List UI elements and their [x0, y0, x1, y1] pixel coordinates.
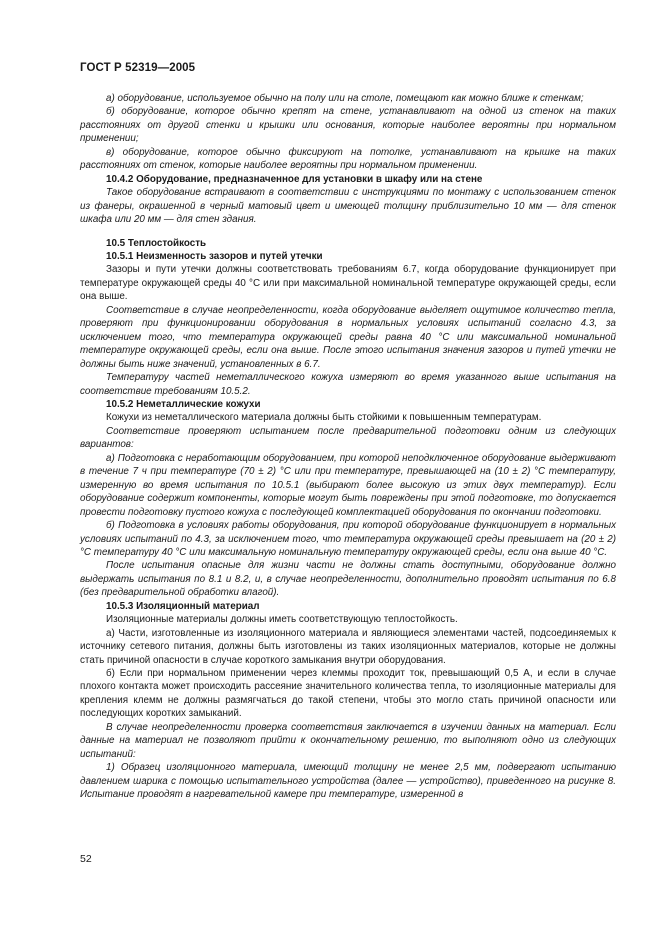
- body-paragraph: После испытания опасные для жизни части не должны стать доступными, оборудование должно выдержать испытания по 8.1 и 8.2, и, в случае неопределенности, дополнительно проводят испытания по 6.8 (без предварительной обработки влагой).: [80, 560, 616, 599]
- body-paragraph: б) оборудование, которое обычно крепят на стене, устанавливают на одной из стенок на таких расстояниях от другой стенки и крышки или основания, которые наиболее вероятны при нормальном применении;: [80, 106, 616, 145]
- body-paragraph: Изоляционные материалы должны иметь соответствующую теплостойкость.: [106, 614, 458, 626]
- section-heading: 10.5.3 Изоляционный материал: [106, 600, 260, 612]
- body-paragraph: Соответствие в случае неопределенности, когда оборудование выделяет ощутимое количество тепла, проверяют при функционировании оборудования в нормальных условиях испытаний согласно 4.3, за исключением того, что температура окружающей среды равна 40 °С или максимальной номинальной температуре окружающей среды, если она выше. После этого испытания значения зазоров и путей утечки не должны быть ниже значений, установленных в 6.7.: [80, 304, 616, 370]
- body-paragraph: 1) Образец изоляционного материала, имеющий толщину не менее 2,5 мм, подвергают испытанию давлением шарика с помощью испытательного устройства (далее — устройство), приведенного на рисунке 8. Испытание проводят в нагревательной камере при температуре, измеренной в: [80, 762, 616, 801]
- body-paragraph: Температуру частей неметаллического кожуха измеряют во время указанного выше испытания на соответствие требованиям 10.5.2.: [80, 372, 616, 397]
- body-paragraph: Соответствие проверяют испытанием после предварительной подготовки одним из следующих вариантов:: [80, 425, 616, 451]
- document-body: [80, 92, 616, 802]
- section-heading: 10.5.1 Неизменность зазоров и путей утечки: [106, 250, 323, 262]
- section-heading: 10.5.2 Неметаллические кожухи: [106, 398, 261, 410]
- body-paragraph: а) Подготовка с неработающим оборудованием, при которой неподключенное оборудование выдерживают в течение 7 ч при температуре (70 ± 2) °С или при температуре, превышающей на (10 ± 2) °С температуру, измеренную во время испытания по 10.5.1 (выбирают более высокую из этих двух температур). Если оборудование содержит компоненты, которые могут быть повреждены при этой подготовке, то допускается провести подготовку пустого кожуха с последующей комплектацией оборудования по окончании подготовки.: [80, 452, 616, 518]
- body-paragraph: в) оборудование, которое обычно фиксируют на потолке, устанавливают на крышке на таких расстояниях от стенок, которые наиболее вероятны при нормальном применении.: [80, 146, 616, 172]
- body-paragraph: а) оборудование, используемое обычно на полу или на столе, помещают как можно ближе к стенкам;: [106, 93, 584, 104]
- body-paragraph: б) Подготовка в условиях работы оборудования, при которой оборудование функционирует в нормальных условиях испытаний по 4.3, за исключением того, что температура окружающей среды превышает на (20 ± 2) °С температуру 40 °С или максимальную номинальную температуру окружающей среды, если она выше 40 °С.: [80, 520, 616, 558]
- document-header: ГОСТ Р 52319—2005: [80, 62, 196, 74]
- body-paragraph: В случае неопределенности проверка соответствия заключается в изучении данных на материал. Если данные на материал не позволяют прийти к окончательному решению, то выполняют одно из следующих испытаний:: [80, 721, 616, 760]
- section-heading: 10.5 Теплостойкость: [106, 237, 207, 249]
- page-number: 52: [80, 853, 92, 865]
- body-paragraph: Зазоры и пути утечки должны соответствовать требованиям 6.7, когда оборудование функционирует при температуре окружающей среды 40 °С или при максимальной номинальной температуре окружающей среды, если она выше.: [80, 264, 616, 303]
- body-paragraph: Кожухи из неметаллического материала должны быть стойкими к повышенным температурам.: [106, 412, 542, 424]
- body-paragraph: Такое оборудование встраивают в соответствии с инструкциями по монтажу с использованием стенок из фанеры, окрашенной в черный матовый цвет и имеющей толщину приблизительно 10 мм — для стенок шкафа или 20 мм — для стен здания.: [80, 187, 616, 226]
- body-paragraph: а) Части, изготовленные из изоляционного материала и являющиеся элементами частей, подсоединяемых к источнику сетевого питания, должны быть изготовлены из таких изоляционных материалов, которые не должны стать причиной опасности в случае короткого замыкания внутри оборудования.: [80, 627, 616, 666]
- body-paragraph: б) Если при нормальном применении через клеммы проходит ток, превышающий 0,5 А, и если в случае плохого контакта может происходить рассеяние значительного количества тепла, то изоляционные материалы для крепления клемм не должны размягчаться до такой степени, чтобы это могло стать причиной опасности или последующих коротких замыканий.: [80, 668, 616, 720]
- section-heading: 10.4.2 Оборудование, предназначенное для установки в шкафу или на стене: [106, 173, 483, 185]
